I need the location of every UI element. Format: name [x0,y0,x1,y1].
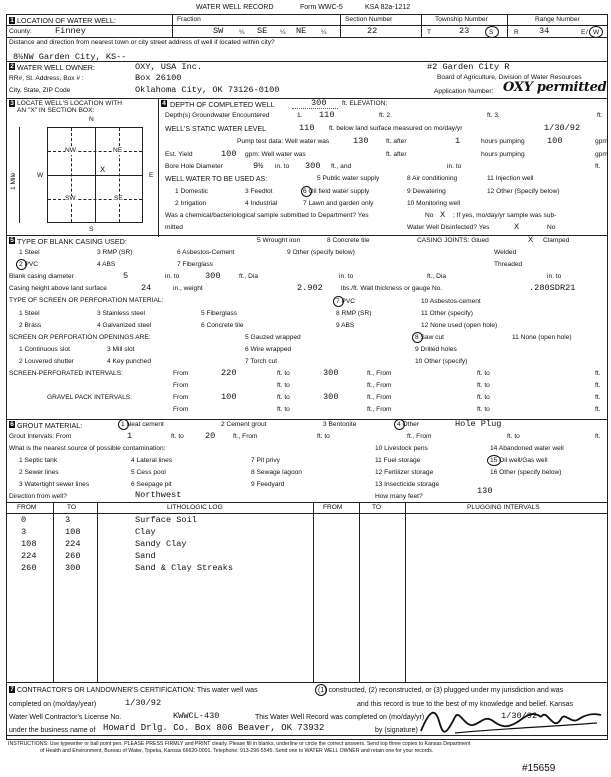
locate-label: LOCATE WELL'S LOCATION WITH [17,100,123,107]
range-prefix: R [514,29,519,36]
use-8[interactable]: 8 Air conditioning [407,175,458,182]
completed-date[interactable]: 1/30/92 [125,698,162,708]
pump-gpm[interactable]: 100 [547,136,563,146]
grout-label: GROUT MATERIAL: [17,421,83,430]
log-row-lithology[interactable]: Surface Soil [135,515,197,525]
gpm-label: gpm [595,138,608,145]
fraction-3[interactable]: NE [296,26,307,36]
perf-from-value[interactable]: 220 [221,368,237,378]
static-label: WELL'S STATIC WATER LEVEL [165,126,267,133]
contam-6[interactable]: 6 Seepage pit [131,481,172,488]
opening-2[interactable]: 2 Louvered shutter [19,358,74,365]
screen-3[interactable]: 3 Stainless steel [97,310,146,317]
section-6-number: 6 [10,421,14,428]
business-name[interactable]: Howard Drlg. Co. Box 806 Beaver, OK 73932 [103,723,325,733]
perf-ft-to-label-4: ft. to [477,382,490,389]
yield-unit: gpm: Well water was [245,151,306,158]
diameter-in-label: in. to [165,273,180,280]
static-unit: ft. below land surface measured on mo/day/yr [329,125,463,132]
pump-water-level[interactable]: 130 [353,136,369,146]
log-row-lithology[interactable]: Clay [135,527,156,537]
screen-8[interactable]: 8 RMP (SR) [336,310,372,317]
weight-label: in., weight [173,285,203,292]
log-row-lithology[interactable]: Sandy Clay [135,539,187,549]
opening-8-circle [412,332,423,343]
section-number-value[interactable]: 22 [367,26,378,36]
owner-label: WATER WELL OWNER: [17,63,95,72]
perf-ft-from-label: ft., From [367,370,392,377]
bore-ft-label: ft., and [331,163,352,170]
grout-4[interactable]: 4 Other [397,421,419,428]
screen-label: TYPE OF SCREEN OR PERFORATION MATERIAL: [9,297,164,304]
in-to-label: in. to [447,163,462,170]
opening-7[interactable]: 7 Torch cut [245,358,278,365]
yield-label: Est. Yield [165,151,193,158]
range-direction-e: E [581,29,586,36]
perf-ft-label: ft. [595,370,601,377]
gravel-from-label: From [173,394,189,401]
log-row-from[interactable]: 108 [21,539,37,549]
range-label: Range Number [535,16,580,23]
gw-unit: ft. [597,112,603,119]
gravel-from-label-2: From [173,406,189,413]
screen-1[interactable]: 1 Steel [19,310,40,317]
contam-7[interactable]: 7 Pit privy [251,457,280,464]
disinfected-yes-x[interactable]: X [514,222,520,232]
screen-7[interactable]: 7 PVC [336,298,356,305]
contam-2[interactable]: 2 Sewer lines [19,469,59,476]
diameter-value[interactable]: 5 [123,271,129,281]
threaded-label: Threaded [494,261,523,268]
use-7[interactable]: 7 Lawn and garden only [303,200,374,207]
log-col-to-2: TO [372,504,382,511]
use-9[interactable]: 9 Dewatering [407,188,446,195]
perf-ft-to-label-3: ft. to [277,382,290,389]
grout-ft-to-label: ft. to [171,433,184,440]
diameter-in-label-2: in. to [339,273,354,280]
section-1-number: 1 [10,17,14,24]
application-number[interactable]: OXY permitted [503,80,607,95]
contam-10[interactable]: 10 Livestock pens [375,445,428,452]
distance-label: Distance and direction from nearest town or city street address of well if located within city? [9,39,275,46]
casing-6[interactable]: 6 Asbestos-Cement [177,249,235,256]
pump-hours[interactable]: 1 [455,136,461,146]
ne-label: NE [113,147,123,154]
static-value[interactable]: 110 [299,123,315,133]
grout-4-circle [394,419,405,430]
county-value[interactable]: Finney [55,26,86,36]
grout-ft-from-label-2: ft., From [407,433,432,440]
use-1[interactable]: 1 Domestic [175,188,208,195]
screen-6[interactable]: 6 Concrete tile [201,322,244,329]
log-col-plugging: PLUGGING INTERVALS [467,504,540,511]
section-2-number: 2 [10,63,14,70]
north-label: N [89,116,94,123]
perf-to-value[interactable]: 300 [323,368,339,378]
bore-depth[interactable]: 300 [305,161,321,171]
gravel-ft-from-label: ft., From [367,394,392,401]
screen-11[interactable]: 11 Other (specify) [421,310,473,317]
grout-ft-to-label-2: ft. to [317,433,330,440]
certification-line-1a: CONTRACTOR'S OR LANDOWNER'S CERTIFICATION: This water well was [17,687,258,694]
contam-15[interactable]: 15 Oil well/Gas well [490,457,548,464]
grout-3[interactable]: 3 Bentonite [323,421,357,428]
depth-label: DEPTH OF COMPLETED WELL [170,100,275,109]
opening-11[interactable]: 11 None (open hole) [512,334,572,341]
log-row-from[interactable]: 224 [21,551,37,561]
gw2-label: ft. 2. [379,112,392,119]
section-box[interactable] [47,127,143,223]
pump-hours-label: hours pumping [481,138,525,145]
log-row-to[interactable]: 108 [65,527,81,537]
mitted-label: mitted [165,224,183,231]
log-row-from[interactable]: 0 [21,515,27,525]
log-col-from-2: FROM [323,504,343,511]
grout-ft-to-label-3: ft. to [507,433,520,440]
static-date[interactable]: 1/30/92 [544,123,581,133]
log-row-from[interactable]: 260 [21,563,37,573]
bore-value[interactable]: 9½ [253,161,264,171]
fraction-1[interactable]: SW [213,26,224,36]
openings-label: SCREEN OR PERFORATION OPENINGS ARE: [9,334,151,341]
ft-label: ft. [595,163,601,170]
township-direction: S [489,29,494,36]
instructions-line-1: INSTRUCTIONS: Use typewriter or ball point pen. PLEASE PRESS FIRMLY and PRINT clearly. Please fill in blanks, underline or circle the correct answers. Send top three copies to Kansas Department [8,741,471,747]
screen-5[interactable]: 5 Fiberglass [201,310,237,317]
fraction-label: Fraction [177,16,201,23]
screen-4[interactable]: 4 Galvanized steel [97,322,152,329]
gravel-ft-to-label: ft. to [277,394,290,401]
gw3-label: ft. 3. [487,112,500,119]
quarter-mark: ¼ [239,29,245,36]
pump-hours-label-2: hours pumping [481,151,525,158]
joints-label: CASING JOINTS: Glued [417,237,489,244]
screen-7-circle [333,296,344,307]
use-10[interactable]: 10 Monitoring well [407,200,461,207]
gravel-ft-label-2: ft. [595,406,601,413]
grout-from-value[interactable]: 1 [127,431,133,441]
section-7-number: 7 [10,686,14,693]
county-label: County: [9,28,32,35]
gravel-ft-to-label-2: ft. to [477,394,490,401]
groundwater-label: Depth(s) Groundwater Encountered [165,112,270,119]
depth-unit: ft. ELEVATION: [342,100,388,107]
certification-line-2a: completed on (mo/day/year) [9,701,97,708]
use-6-circle [301,186,312,197]
contam-4[interactable]: 4 Lateral lines [131,457,173,464]
weight-value[interactable]: 2.902 [297,283,323,293]
gravel-ft-to-label-3: ft. to [277,406,290,413]
gpm-label-2: gpm [595,151,608,158]
log-row-lithology[interactable]: Sand [135,551,156,561]
contam-13[interactable]: 13 Insecticide storage [375,481,440,488]
perf-ft-label-2: ft. [595,382,601,389]
locate-label-2: AN "X" IN SECTION BOX: [17,107,95,114]
log-row-to[interactable]: 3 [65,515,71,525]
contam-5[interactable]: 5 Cess pool [131,469,166,476]
distance-value[interactable]: 8½NW Garden City, KS-- [13,52,127,62]
gravel-to-value[interactable]: 300 [323,392,339,402]
contam-8[interactable]: 8 Sewage lagoon [251,469,302,476]
pump-after-label-2: ft. after [386,151,407,158]
screen-2[interactable]: 2 Brass [19,322,42,329]
contamination-label: What is the nearest source of possible contamination: [9,445,166,452]
instructions-line-2: of Health and Environment, Bureau of Water, Topeka, Kansas 66620-0001. Telephone: 913-296-5545. Send one to WATER WELL OWNER and retain one for your records. [40,748,434,754]
bact-no-label: No [425,212,434,219]
section-3-number: 3 [10,100,14,107]
mile-label: 1 Mile [10,172,17,190]
how-many-label: How many feet? [375,493,423,500]
casing-7[interactable]: 7 Fiberglass [177,261,213,268]
screen-9[interactable]: 9 ABS [336,322,355,329]
contam-16[interactable]: 16 Other (specify below) [490,469,562,476]
well-name[interactable]: #2 Garden City R [427,62,510,72]
casing-5[interactable]: 5 Wrought iron [257,237,301,244]
opening-1[interactable]: 1 Continuous slot [19,346,70,353]
form-ksa: KSA 82a-1212 [365,4,411,11]
certification-line-4b: by (signature) [375,727,418,734]
contam-9[interactable]: 9 Feedyard [251,481,285,488]
record-date[interactable]: 1/30/92 [501,711,538,721]
diameter-dia-label-2: ft., Dia [427,273,447,280]
contam-3[interactable]: 3 Watertight sewer lines [19,481,90,488]
perf-ft-to-label-2: ft. to [477,370,490,377]
gravel-ft-to-label-4: ft. to [477,406,490,413]
pump-after-label: ft. after [386,138,407,145]
diameter-label: Blank casing diameter [9,273,74,280]
gravel-from-value[interactable]: 100 [221,392,237,402]
wall-value[interactable]: .280SDR21 [529,283,576,293]
township-label: Township Number [435,16,488,23]
grout-ft-from-label: ft., From [233,433,258,440]
gravel-ft-label: ft. [595,394,601,401]
west-label: W [37,172,44,179]
fraction-2[interactable]: SE [257,26,268,36]
water-well-form [6,14,608,740]
certification-line-3b: This Water Well Record was completed on (mo/day/yr) [255,714,425,721]
height-label: Casing height above land surface [9,285,107,292]
contam-15-circle [487,455,501,466]
range-value[interactable]: 34 [539,26,550,36]
disinfected-no-label: No [547,224,556,231]
pump-label: Pump test data: Well water was [237,138,330,145]
use-4[interactable]: 4 Industrial [245,200,278,207]
location-x-mark: X [100,165,106,175]
city-label: City, State, ZIP Code [9,87,71,94]
bore-in-label: in. to [275,163,290,170]
casing-2-circle [16,259,27,270]
form-title: WATER WELL RECORD [196,4,274,11]
opening-10[interactable]: 10 Other (specify) [415,358,468,365]
use-11[interactable]: 11 Injection well [487,175,534,182]
gw1-label: 1. [297,112,303,119]
log-col-from: FROM [17,504,37,511]
use-label: WELL WATER TO BE USED AS: [165,176,268,183]
screen-12[interactable]: 12 None used (open hole) [421,322,498,329]
use-12[interactable]: 12 Other (Specify below) [487,188,560,195]
diameter-dia-label: ft., Dia [239,273,259,280]
log-row-to[interactable]: 300 [65,563,81,573]
welded-label: Welded [494,249,517,256]
diameter-depth[interactable]: 300 [205,271,221,281]
log-row-from[interactable]: 3 [21,527,27,537]
certification-line-1b: (1) constructed, (2) reconstructed, or (3) plugged under my jurisdiction and was [318,687,564,694]
opening-3[interactable]: 3 Mill slot [107,346,135,353]
bact-rest-label: ; If yes, mo/day/yr sample was sub- [453,212,557,219]
opening-6[interactable]: 6 Wire wrapped [245,346,292,353]
grout-intervals-label: Grout Intervals: From [9,433,72,440]
grout-2[interactable]: 2 Cement grout [221,421,267,428]
gw1-value[interactable]: 110 [319,110,335,120]
grout-ft-label: ft. [595,433,601,440]
clamped-label: Clamped [543,237,570,244]
section-4-number: 4 [162,100,166,107]
sw-label: SW [65,195,76,202]
contam-11[interactable]: 11 Fuel storage [375,457,421,464]
opening-5[interactable]: 5 Gauzed wrapped [245,334,301,341]
bact-no-x[interactable]: X [440,210,446,220]
document-number: #15659 [522,763,556,774]
log-col-to: TO [67,504,77,511]
gravel-ft-from-label-2: ft., From [367,406,392,413]
se-label: SE [114,195,123,202]
certification-line-4a: under the business name of [9,727,96,734]
casing-4[interactable]: 4 ABS [97,261,116,268]
opening-4[interactable]: 4 Key punched [107,358,151,365]
owner-name[interactable]: OXY, USA Inc. [135,62,203,72]
direction-label: Direction from well? [9,493,67,500]
diameter-in-label-3: in. to [547,273,562,280]
gravel-label: GRAVEL PACK INTERVALS: [47,394,133,401]
perforated-label: SCREEN-PERFORATED INTERVALS: [9,370,123,377]
opening-8[interactable]: 8 Saw cut [415,334,444,341]
contam-12[interactable]: 12 Fertilizer storage [375,469,434,476]
casing-8[interactable]: 8 Concrete tile [327,237,370,244]
section-number-label: Section Number [345,16,393,23]
section-5-number: 5 [10,237,14,244]
application-label: Application Number: [434,88,494,95]
grout-to-value[interactable]: 20 [205,431,216,441]
township-value[interactable]: 23 [459,26,470,36]
grout-other-value[interactable]: Hole Plug [455,419,502,429]
owner-city[interactable]: Oklahoma City, OK 73126-0100 [135,85,280,95]
certification-line-3a: Water Well Contractor's License No. [9,714,122,721]
height-value[interactable]: 24 [141,283,152,293]
depth-value[interactable]: 300 [311,98,327,108]
opening-9[interactable]: 9 Drilled holes [415,346,457,353]
glued-x[interactable]: X [528,235,534,245]
east-label: E [149,172,154,179]
board-label: Board of Agriculture, Division of Water Resources [437,74,582,81]
owner-address[interactable]: Box 26100 [135,73,182,83]
south-label: S [89,226,94,233]
contam-1[interactable]: 1 Septic tank [19,457,58,464]
perf-from-label-2: From [173,382,189,389]
contam-14[interactable]: 14 Abandoned water well [490,445,564,452]
casing-3[interactable]: 3 RMP (SR) [97,249,133,256]
casing-label: TYPE OF BLANK CASING USED: [17,237,127,246]
signature [415,703,605,739]
bore-label: Bore Hole Diameter [165,163,223,170]
bact-label: Was a chemical/bacteriological sample submitted to Department? Yes [165,212,369,219]
perf-ft-to-label: ft. to [277,370,290,377]
wall-label: lbs./ft. Wall thickness or gauge No. [341,285,443,292]
township-prefix: T [427,29,432,36]
screen-10[interactable]: 10 Asbestos-cement [421,298,481,305]
range-direction-w: W [593,29,600,36]
how-many-value[interactable]: 130 [477,486,493,496]
log-col-lithologic: LITHOLOGIC LOG [167,504,223,511]
use-3[interactable]: 3 Feedlot [245,188,273,195]
casing-1[interactable]: 1 Steel [19,249,40,256]
perf-ft-from-label-2: ft., From [367,382,392,389]
perf-from-label: From [173,370,189,377]
log-row-to[interactable]: 224 [65,539,81,549]
certification-line-2b: and this record is true to the best of my knowledge and belief. Kansas [357,701,573,708]
use-6[interactable]: 6 Oil field water supply [303,188,370,195]
quarter-mark: ¼ [321,29,327,36]
yield-value[interactable]: 100 [221,149,237,159]
constructed-circle [315,684,327,696]
use-5[interactable]: 5 Public water supply [317,175,380,182]
license-number[interactable]: KWWCL-430 [173,711,220,721]
range-slash: / [586,29,588,36]
location-label: LOCATION OF WATER WELL: [17,16,116,25]
log-row-to[interactable]: 260 [65,551,81,561]
direction-value[interactable]: Northwest [135,490,182,500]
use-2[interactable]: 2 Irrigation [175,200,207,207]
form-number: Form WWC-5 [300,4,343,11]
casing-9[interactable]: 9 Other (specify below) [287,249,355,256]
nw-label: NW [65,147,76,154]
disinfected-label: Water Well Disinfected? Yes [407,224,490,231]
grout-1[interactable]: 1 Neat cement [121,421,164,428]
quarter-mark: ¼ [280,29,286,36]
casing-2[interactable]: 2 PVC [19,261,39,268]
grout-1-circle [118,419,129,430]
address-label: RR#, St. Address, Box # : [9,75,84,82]
log-row-lithology[interactable]: Sand & Clay Streaks [135,563,233,573]
